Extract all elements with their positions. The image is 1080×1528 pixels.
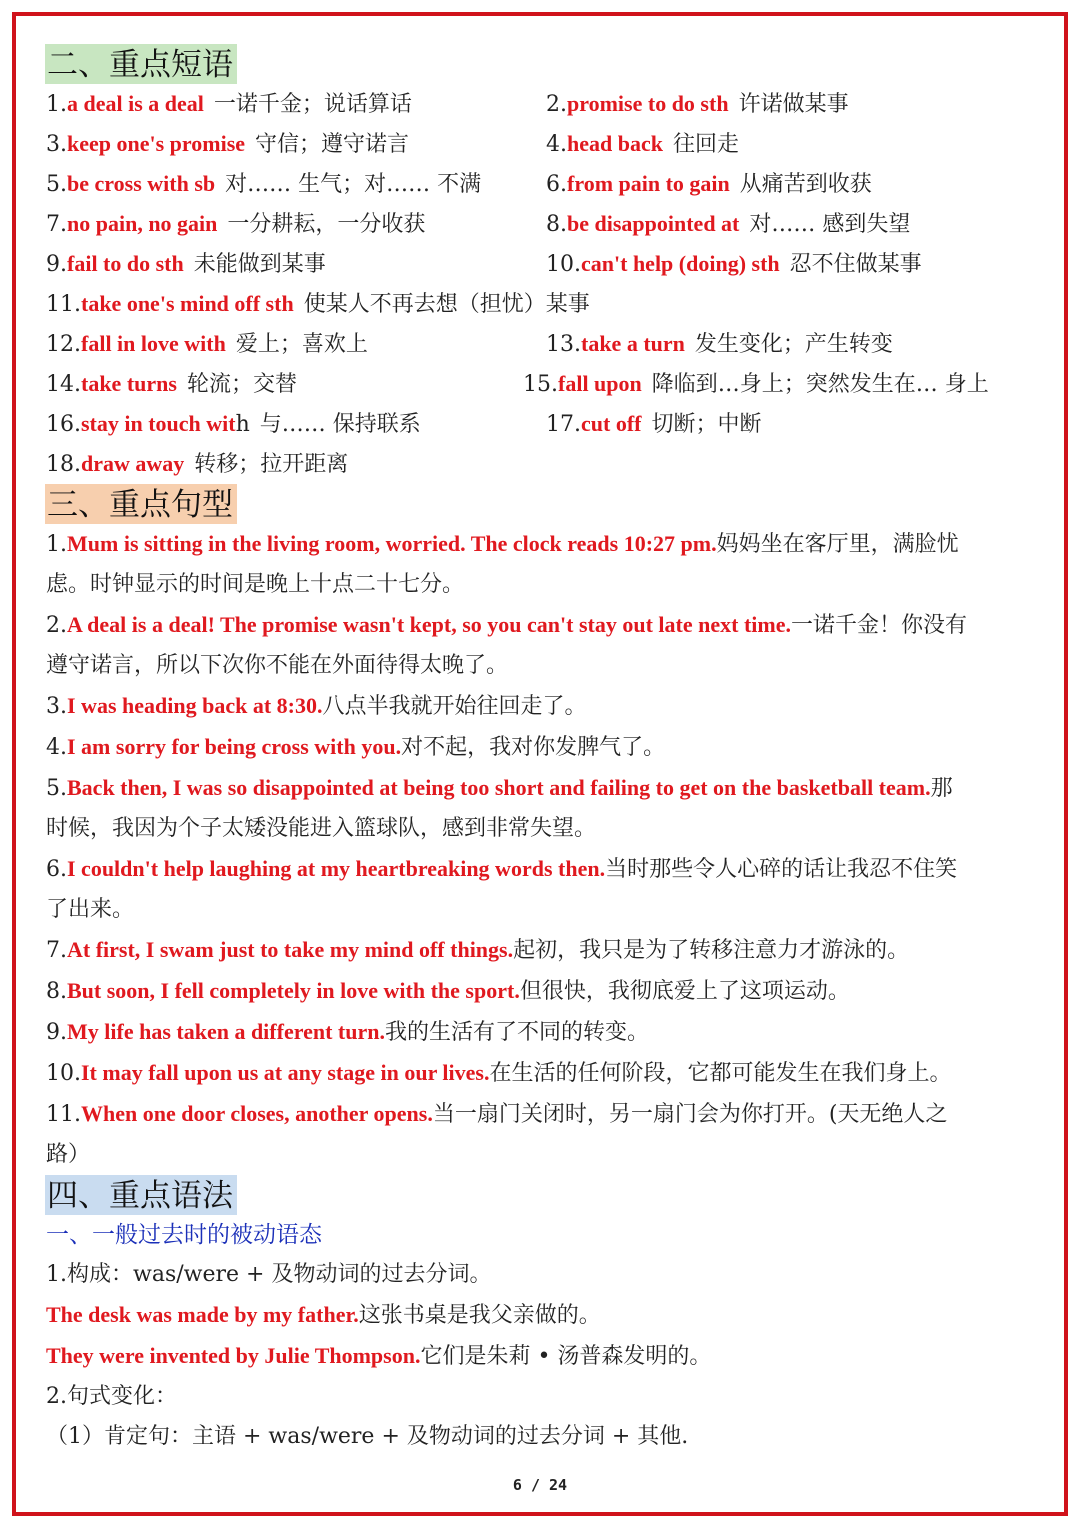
page-number: 6 / 24 — [512, 1476, 568, 1494]
phrase-row — [46, 84, 1036, 124]
sentence-item: 9.My life has taken a different turn.我的生活有了不同的转变。 — [46, 1019, 649, 1045]
grammar-example: The desk was made by my father.这张书桌是我父亲做的。 — [46, 1302, 601, 1328]
sentence-item: 10.It may fall upon us at any stage in our lives.在生活的任何阶段，它都可能发生在我们身上。 — [46, 1060, 952, 1086]
phrase-row — [46, 324, 1036, 364]
phrase-row — [46, 204, 1036, 244]
phrase-row — [46, 244, 1036, 284]
phrase-item: 8.be disappointed at 对…… 感到失望 — [546, 211, 911, 237]
sentence-item: 6.I couldn't help laughing at my heartbreaking words then.当时那些令人心碎的话让我忍不住笑 了出来。 — [46, 856, 958, 922]
phrase-item: 10.can't help (doing) sth 忍不住做某事 — [546, 251, 922, 277]
sentence-item: 1.Mum is sitting in the living room, worried. The clock reads 10:27 pm.妈妈坐在客厅里，满脸忧 虑。时钟显示的时间是晚上十点二十七分。 — [46, 531, 959, 597]
phrase-item: 12.fall in love with 爱上；喜欢上 — [46, 331, 368, 357]
sentence-item: 8.But soon, I fell completely in love with the sport.但很快，我彻底爱上了这项运动。 — [46, 978, 850, 1004]
phrase-item: 2.promise to do sth 许诺做某事 — [546, 91, 849, 117]
grammar-positive: （1）肯定句：主语 + was/were + 及物动词的过去分词 + 其他. — [46, 1424, 689, 1449]
phrase-item: 7.no pain, no gain 一分耕耘，一分收获 — [46, 211, 426, 237]
section-phrases — [46, 44, 1036, 484]
phrase-item: 9.fail to do sth 未能做到某事 — [46, 251, 326, 277]
document-page — [46, 44, 1036, 1457]
phrase-item: 15.fall upon 降临到…身上；突然发生在… 身上 — [523, 371, 989, 397]
phrase-row — [46, 124, 1036, 164]
section-title-phrases: 二、重点短语 — [45, 44, 237, 84]
sentence-item: 4.I am sorry for being cross with you.对不起，我对你发脾气了。 — [46, 734, 666, 760]
phrase-row — [46, 444, 1036, 484]
sentence-item: 3.I was heading back at 8:30.八点半我就开始往回走了。 — [46, 693, 587, 719]
phrase-item: 18.draw away 转移；拉开距离 — [46, 451, 349, 477]
phrase-item: 3.keep one's promise 守信；遵守诺言 — [46, 131, 410, 157]
phrase-item: 5.be cross with sb 对…… 生气；对…… 不满 — [46, 171, 482, 197]
grammar-subtitle: 一、一般过去时的被动语态 — [46, 1222, 322, 1248]
phrase-item: 4.head back 往回走 — [546, 131, 739, 157]
section-title-grammar: 四、重点语法 — [45, 1175, 237, 1215]
phrase-row — [46, 364, 1036, 404]
sentence-item: 2.A deal is a deal! The promise wasn't kept, so you can't stay out late next time.一诺千金！你没有 遵守诺言，所以下次你不能在外面待得太晚了。 — [46, 612, 967, 678]
phrase-item: 11.take one's mind off sth 使某人不再去想（担忧）某事 — [46, 291, 590, 317]
phrase-row — [46, 164, 1036, 204]
grammar-changes: 2.句式变化： — [46, 1384, 177, 1409]
phrase-item: 1.a deal is a deal 一诺千金；说话算话 — [46, 91, 412, 117]
phrase-item: 17.cut off 切断；中断 — [546, 411, 762, 437]
phrase-item: 16.stay in touch with 与…… 保持联系 — [46, 411, 421, 437]
grammar-example: They were invented by Julie Thompson.它们是朱莉 • 汤普森发明的。 — [46, 1343, 712, 1369]
section-sentences — [46, 484, 1036, 1175]
phrase-item: 14.take turns 轮流；交替 — [46, 371, 297, 397]
section-grammar — [46, 1175, 1036, 1457]
phrase-item: 13.take a turn 发生变化；产生转变 — [546, 331, 893, 357]
sentence-item: 5.Back then, I was so disappointed at being too short and failing to get on the basketball team.那 时候，我因为个子太矮没能进入篮球队，感到非常失望。 — [46, 775, 953, 841]
sentence-item: 11.When one door closes, another opens.当一扇门关闭时，另一扇门会为你打开。(天无绝人之 路） — [46, 1101, 948, 1167]
grammar-structure: 1.构成：was/were + 及物动词的过去分词。 — [46, 1262, 492, 1287]
phrase-row — [46, 404, 1036, 444]
section-title-sentences: 三、重点句型 — [45, 484, 237, 524]
phrase-item: 6.from pain to gain 从痛苦到收获 — [546, 171, 872, 197]
phrase-row — [46, 284, 1036, 324]
sentence-item: 7.At first, I swam just to take my mind off things.起初，我只是为了转移注意力才游泳的。 — [46, 937, 910, 963]
